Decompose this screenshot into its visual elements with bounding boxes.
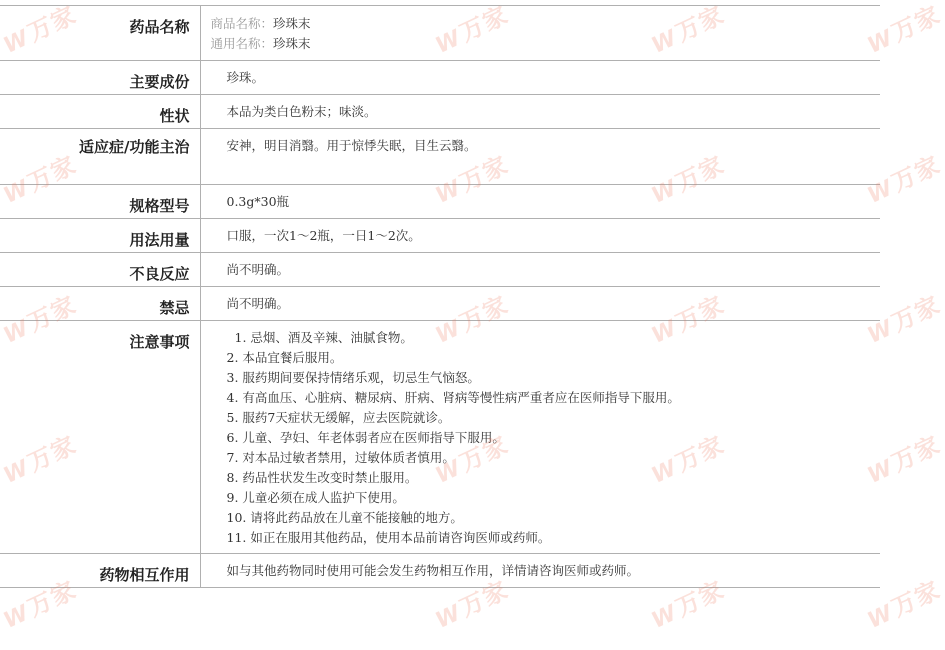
value-indications: 安神，明目消翳。用于惊悸失眠，目生云翳。 [226, 138, 477, 153]
label-drug-name: 药品名称 [0, 6, 200, 61]
row-drug-name [0, 6, 880, 61]
precaution-item: 8. 药品性状发生改变时禁止服用。 [226, 470, 418, 485]
label-precautions: 注意事项 [0, 321, 200, 554]
value-contraindications: 尚不明确。 [226, 296, 290, 311]
drug-info-table [0, 5, 880, 588]
row-indications [0, 129, 880, 185]
trade-name-key: 商品名称： [210, 16, 274, 31]
value-properties: 本品为类白色粉末；味淡。 [226, 104, 377, 119]
value-interactions: 如与其他药物同时使用可能会发生药物相互作用，详情请咨询医师或药师。 [226, 563, 640, 578]
precaution-item: 7. 对本品过敏者禁用，过敏体质者慎用。 [226, 450, 455, 465]
label-indications: 适应症/功能主治 [0, 129, 200, 185]
row-properties [0, 95, 880, 129]
watermark-logo: W万家 [432, 150, 513, 209]
value-spec: 0.3g*30瓶 [226, 194, 290, 209]
row-precautions [0, 321, 880, 554]
watermark-logo: W万家 [432, 430, 513, 489]
row-adverse [0, 253, 880, 287]
precaution-item: 1. 忌烟、酒及辛辣、油腻食物。 [234, 330, 413, 345]
row-ingredients [0, 61, 880, 95]
watermark-logo: W万家 [648, 430, 729, 489]
generic-name-key: 通用名称： [210, 36, 274, 51]
watermark-logo: W万家 [648, 290, 729, 349]
generic-name-value: 珍珠末 [273, 36, 311, 51]
watermark-logo: W万家 [0, 575, 81, 634]
row-spec [0, 185, 880, 219]
watermark-logo: W万家 [864, 290, 945, 349]
watermark-logo: W万家 [432, 575, 513, 634]
precautions-list [227, 328, 881, 548]
precaution-item: 4. 有高血压、心脏病、糖尿病、肝病、肾病等慢性病严重者应在医师指导下服用。 [226, 390, 680, 405]
watermark-logo: W万家 [0, 290, 81, 349]
watermark-logo: W万家 [0, 0, 81, 59]
precaution-item: 6. 儿童、孕妇、年老体弱者应在医师指导下服用。 [226, 430, 505, 445]
value-dosage: 口服，一次1～2瓶，一日1～2次。 [226, 228, 421, 243]
watermark-logo: W万家 [864, 150, 945, 209]
value-precautions [200, 321, 880, 554]
watermark-logo: W万家 [648, 150, 729, 209]
precaution-item: 2. 本品宜餐后服用。 [226, 350, 343, 365]
precaution-item: 3. 服药期间要保持情绪乐观，切忌生气恼怒。 [226, 370, 480, 385]
watermark-logo: W万家 [0, 150, 81, 209]
label-contraindications: 禁忌 [0, 287, 200, 321]
row-dosage [0, 219, 880, 253]
label-dosage: 用法用量 [0, 219, 200, 253]
value-adverse: 尚不明确。 [226, 262, 290, 277]
precaution-item: 10. 请将此药品放在儿童不能接触的地方。 [226, 510, 463, 525]
label-adverse: 不良反应 [0, 253, 200, 287]
precaution-item: 11. 如正在服用其他药品，使用本品前请咨询医师或药师。 [226, 530, 551, 545]
watermark-logo: W万家 [0, 430, 81, 489]
watermark-logo: W万家 [648, 575, 729, 634]
label-ingredients: 主要成份 [0, 61, 200, 95]
watermark-logo: W万家 [432, 0, 513, 59]
watermark-logo: W万家 [432, 290, 513, 349]
row-interactions [0, 554, 880, 588]
precaution-item: 5. 服药7天症状无缓解，应去医院就诊。 [226, 410, 451, 425]
value-ingredients: 珍珠。 [226, 70, 265, 85]
label-spec: 规格型号 [0, 185, 200, 219]
label-properties: 性状 [0, 95, 200, 129]
trade-name-value: 珍珠末 [273, 16, 311, 31]
watermark-logo: W万家 [864, 575, 945, 634]
label-interactions: 药物相互作用 [0, 554, 200, 588]
watermark-logo: W万家 [648, 0, 729, 59]
watermark-logo: W万家 [864, 430, 945, 489]
precaution-item: 9. 儿童必须在成人监护下使用。 [226, 490, 405, 505]
value-drug-name [200, 6, 880, 61]
watermark-logo: W万家 [864, 0, 945, 59]
row-contraindications [0, 287, 880, 321]
